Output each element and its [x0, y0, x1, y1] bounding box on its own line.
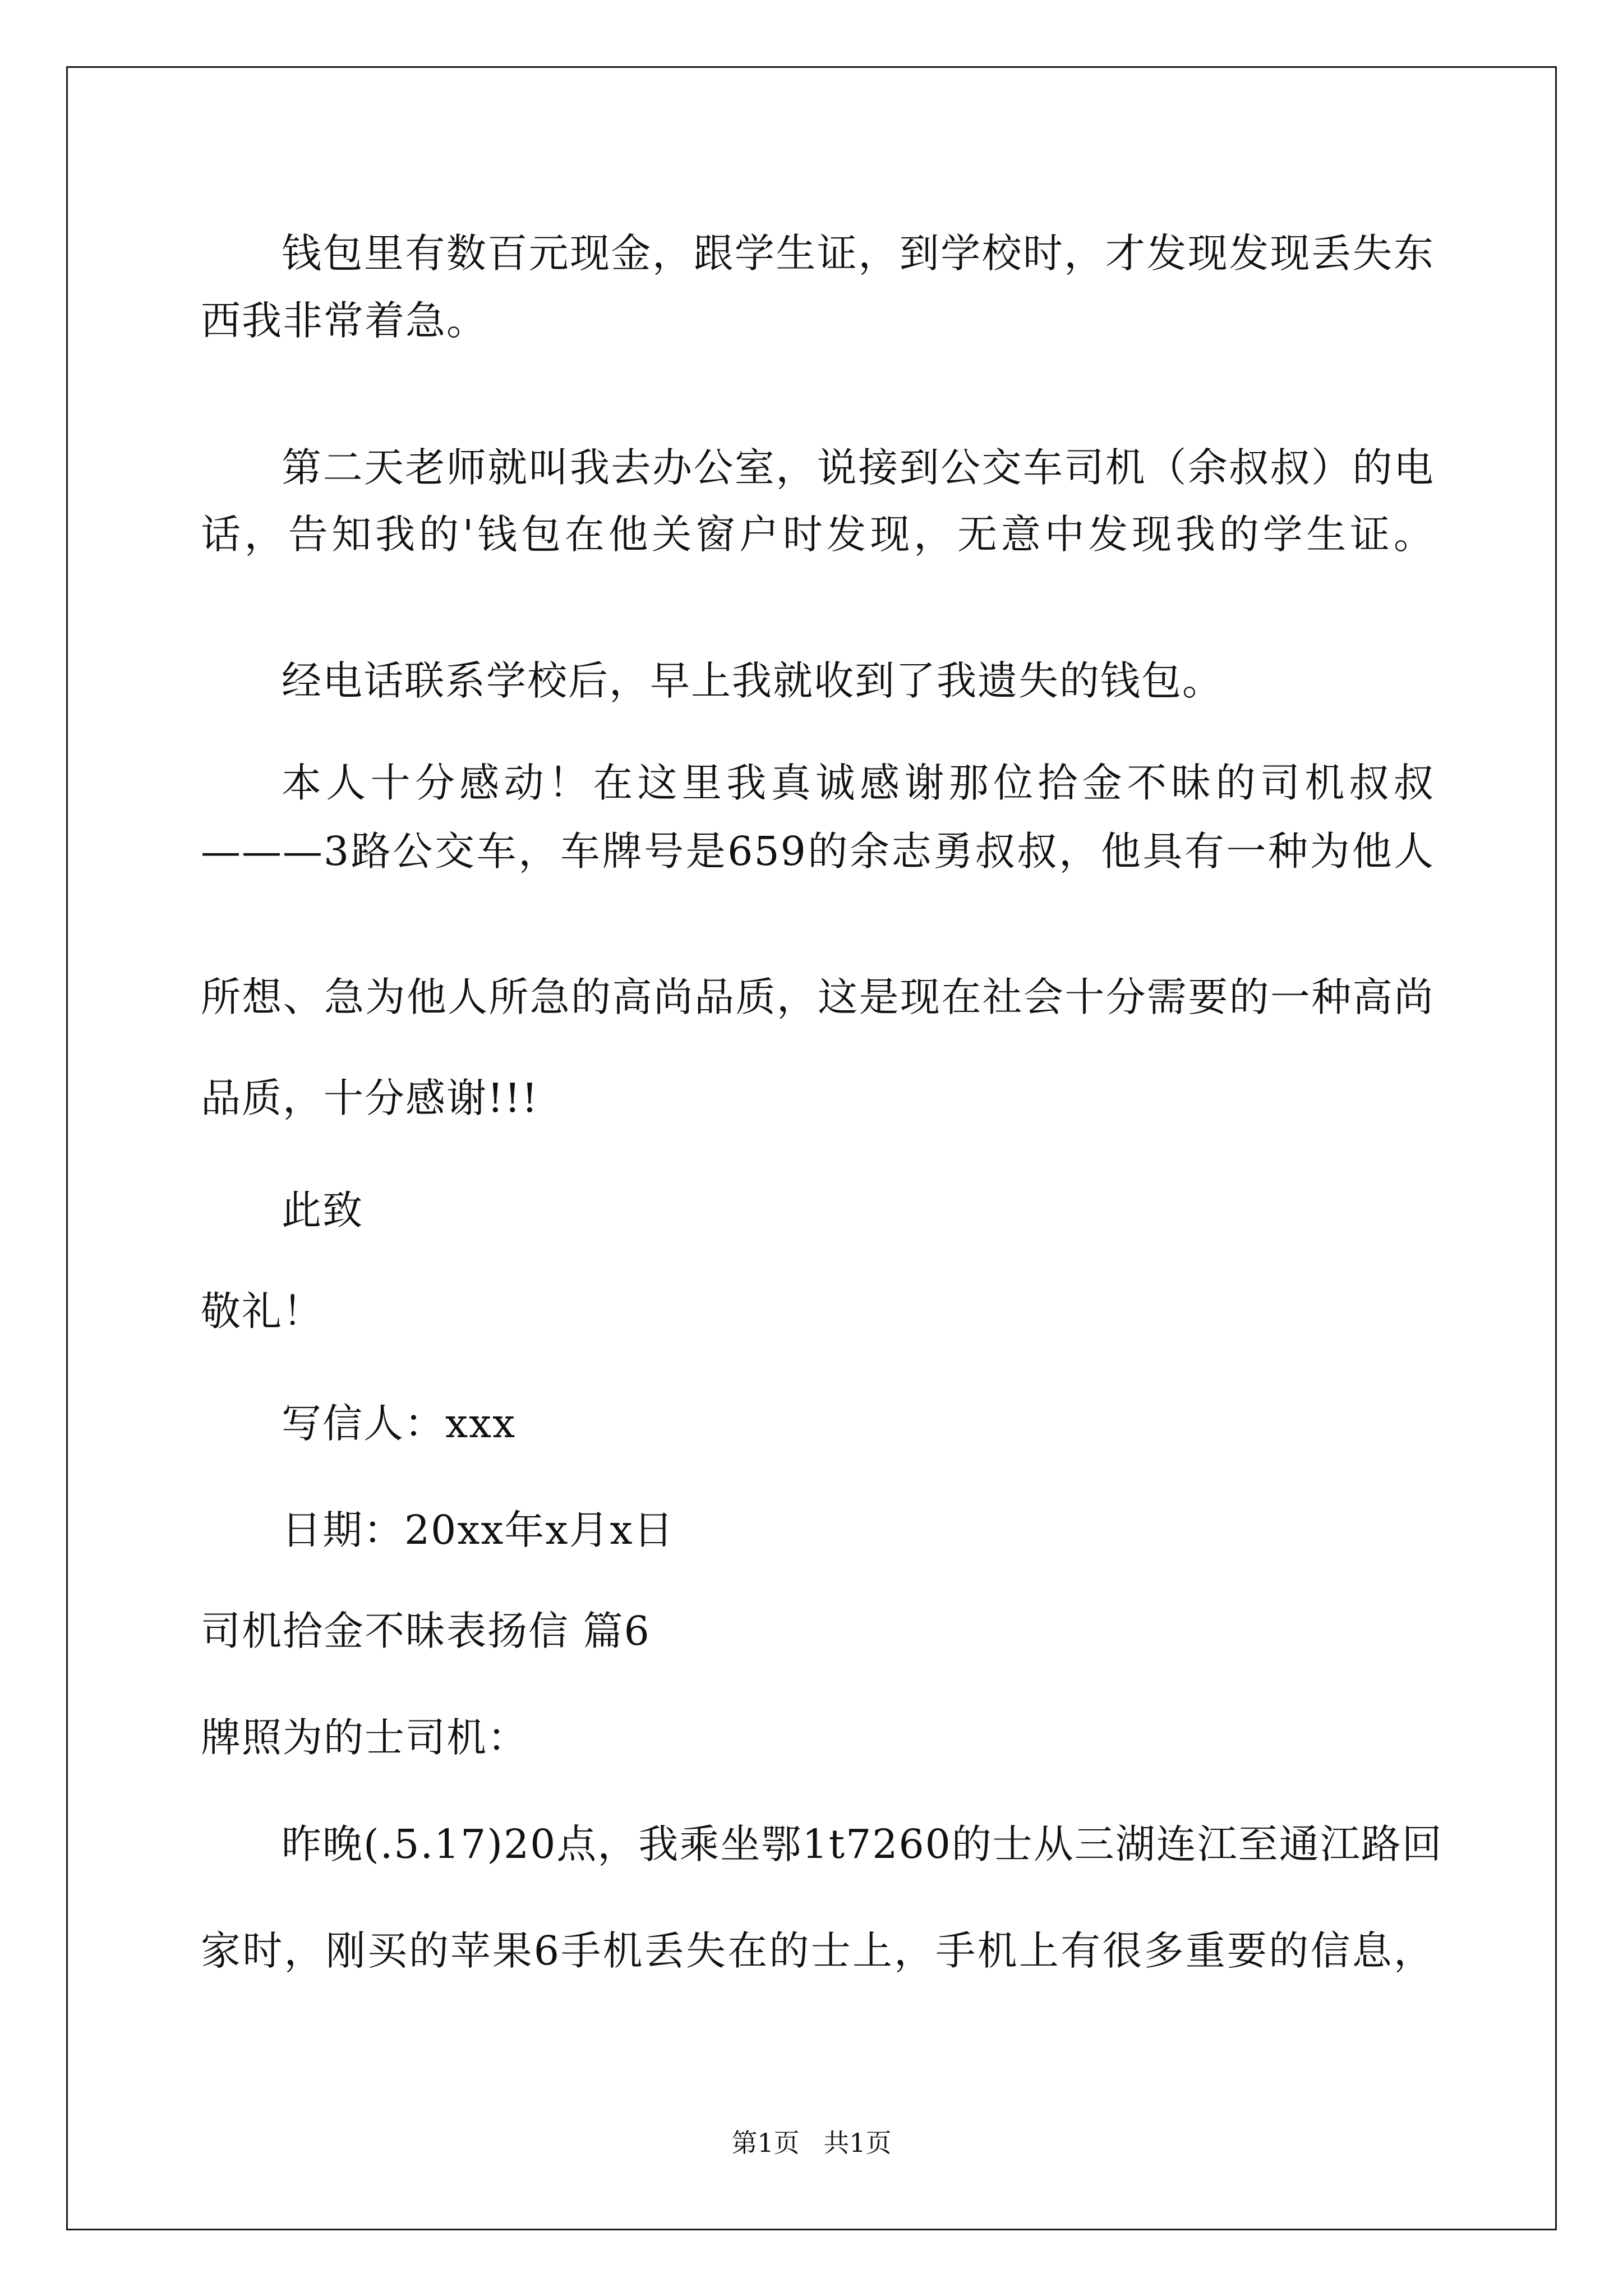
page-border	[66, 66, 1557, 2230]
page-footer	[0, 2126, 1623, 2160]
text-line: 家时，刚买的苹果6手机丢失在的士上，手机上有很多重要的信息，	[201, 1927, 1435, 1974]
section-heading: 司机拾金不昧表扬信 篇6	[201, 1608, 651, 1654]
salutation-closing: 此致	[282, 1187, 364, 1234]
text-line: 经电话联系学校后，早上我就收到了我遗失的钱包。	[282, 657, 1224, 704]
regards: 敬礼！	[201, 1288, 324, 1335]
signature-author: 写信人：xxx	[282, 1400, 517, 1447]
text-line: 话，告知我的'钱包在他关窗户时发现，无意中发现我的学生证。	[201, 511, 1435, 558]
text-line: 品质，十分感谢!!!	[201, 1075, 539, 1121]
text-line: 本人十分感动！在这里我真诚感谢那位拾金不昧的司机叔叔	[282, 760, 1435, 806]
text-line: 第二天老师就叫我去办公室，说接到公交车司机（余叔叔）的电	[282, 444, 1435, 491]
text-line: ———3路公交车，车牌号是659的余志勇叔叔，他具有一种为他人	[201, 828, 1435, 875]
text-line: 钱包里有数百元现金，跟学生证，到学校时，才发现发现丢失东	[282, 230, 1435, 277]
text-line: 西我非常着急。	[201, 297, 488, 344]
text-line: 昨晚(.5.17)20点，我乘坐鄂1t7260的士从三湖连江至通江路回	[282, 1821, 1443, 1867]
page-total: 共1页	[823, 2128, 892, 2158]
addressee: 牌照为的士司机：	[201, 1714, 529, 1761]
signature-date: 日期：20xx年x月x日	[282, 1507, 675, 1553]
page-number: 第1页	[731, 2128, 800, 2158]
text-line: 所想、急为他人所急的高尚品质，这是现在社会十分需要的一种高尚	[201, 974, 1435, 1020]
